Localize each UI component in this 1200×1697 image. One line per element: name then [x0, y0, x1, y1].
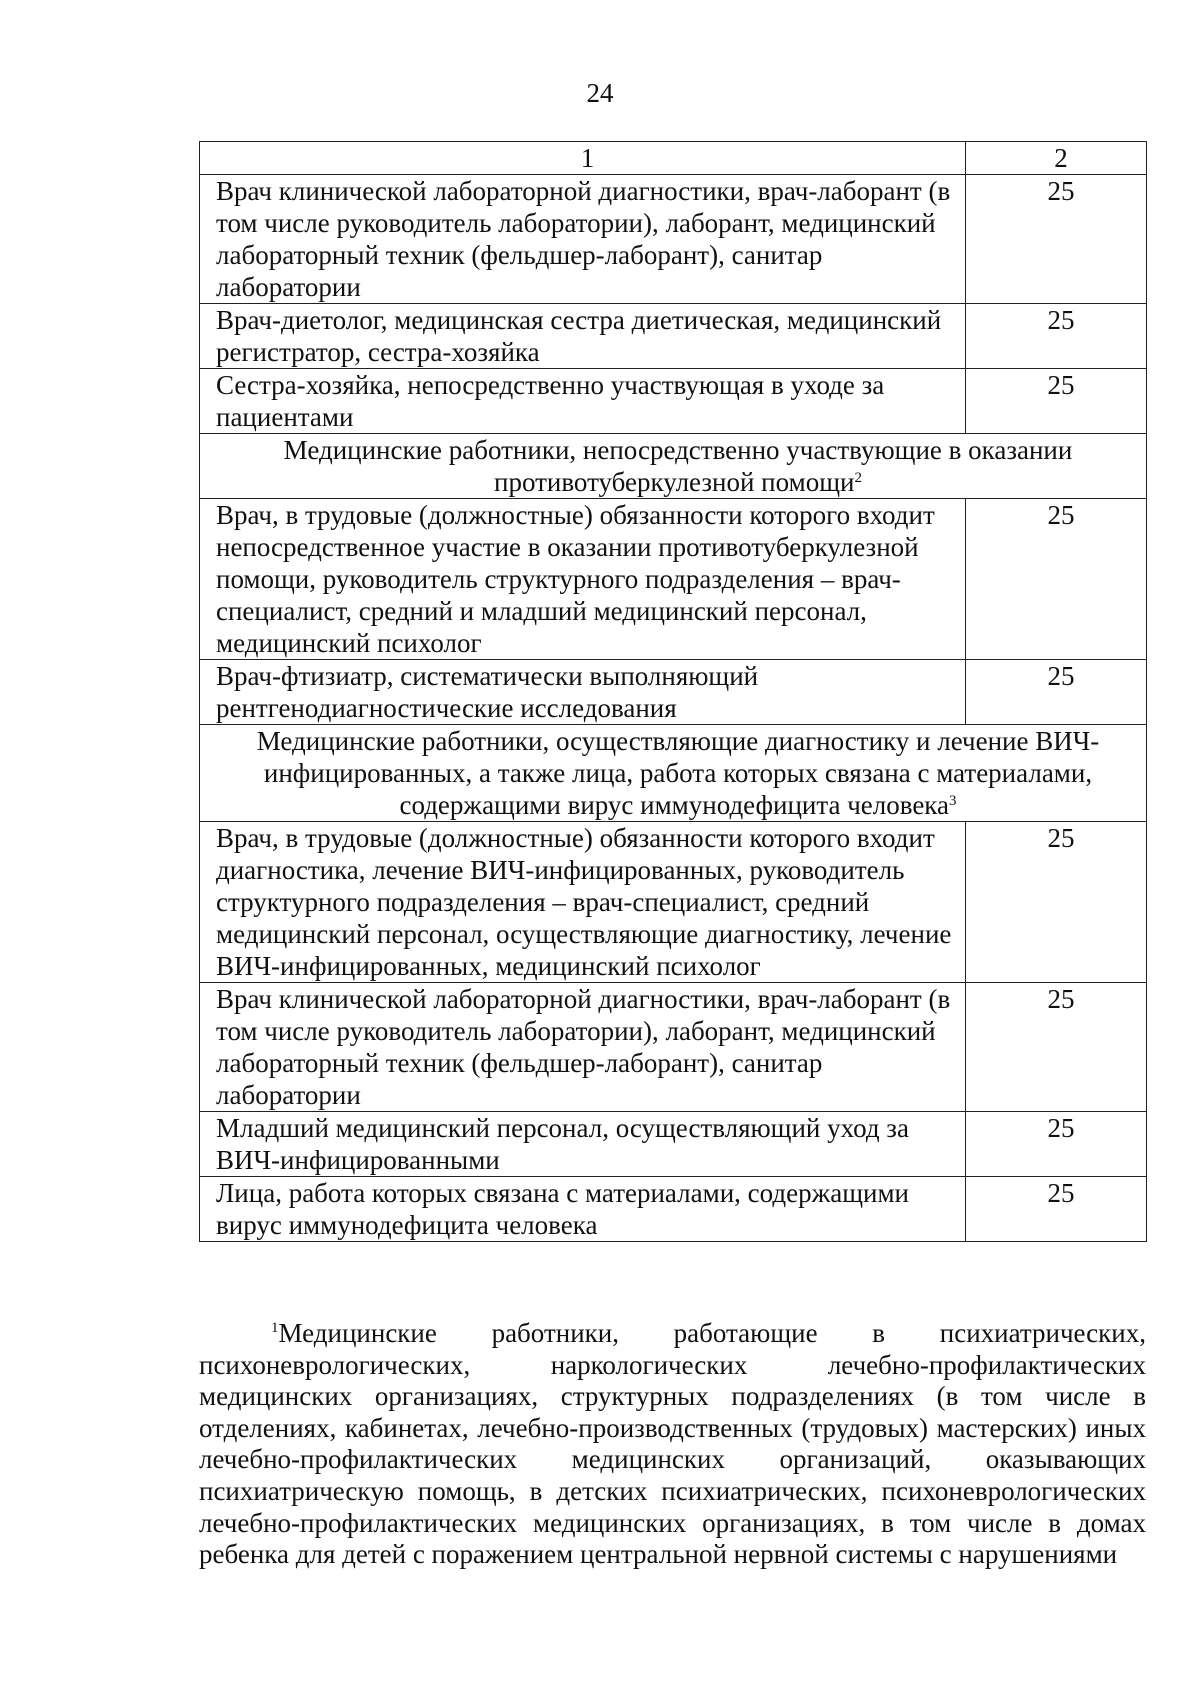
value-cell: 25	[966, 1177, 1147, 1242]
position-name-cell: Сестра-хозяйка, непосредственно участвующая в уходе за пациентами	[200, 369, 966, 434]
value-cell: 25	[966, 660, 1147, 725]
position-name-cell: Врач клинической лабораторной диагностики, врач-лаборант (в том числе руководитель лаборатории), лаборант, медицинский лабораторный техник (фельдшер-лаборант), санитар лаборатории	[200, 175, 966, 304]
table-row	[200, 499, 1147, 660]
positions-table	[199, 141, 1147, 1242]
page-number: 24	[586, 78, 614, 108]
table-row	[200, 175, 1147, 304]
value-cell: 25	[966, 983, 1147, 1112]
table-row	[200, 1112, 1147, 1177]
section-title	[200, 434, 1147, 499]
section-header-row	[200, 725, 1147, 822]
table-row	[200, 822, 1147, 983]
position-name-cell: Врач-диетолог, медицинская сестра диетическая, медицинский регистратор, сестра-хозяйка	[200, 304, 966, 369]
section-title	[200, 725, 1147, 822]
footnote-reference: 2	[854, 470, 862, 486]
position-name-cell: Врач, в трудовые (должностные) обязанности которого входит диагностика, лечение ВИЧ-инфицированных, руководитель структурного подразделения – врач-специалист, средний медицинский персонал, осуществляющие диагностику, лечение ВИЧ-инфицированных, медицинский психолог	[200, 822, 966, 983]
section-header-row	[200, 434, 1147, 499]
value-cell: 25	[966, 304, 1147, 369]
footnote-marker: 1	[271, 1320, 279, 1336]
table-row	[200, 983, 1147, 1112]
value-cell: 25	[966, 175, 1147, 304]
footnote-reference: 3	[949, 793, 957, 809]
table-body	[200, 142, 1147, 1242]
table-row	[200, 304, 1147, 369]
position-name-cell: Врач клинической лабораторной диагностики, врач-лаборант (в том числе руководитель лаборатории), лаборант, медицинский лабораторный техник (фельдшер-лаборант), санитар лаборатории	[200, 983, 966, 1112]
position-name-cell: Младший медицинский персонал, осуществляющий уход за ВИЧ-инфицированными	[200, 1112, 966, 1177]
table-header-row	[200, 142, 1147, 175]
section-title-text: Медицинские работники, осуществляющие диагностику и лечение ВИЧ-инфицированных, а также лица, работа которых связана с материалами, содержащими вирус иммунодефицита человека	[256, 726, 1100, 820]
section-title-text: Медицинские работники, непосредственно участвующие в оказании противотуберкулезной помощи	[283, 435, 1073, 497]
table-row	[200, 369, 1147, 434]
table-row	[200, 1177, 1147, 1242]
position-name-cell: Врач, в трудовые (должностные) обязанности которого входит непосредственное участие в оказании противотуберкулезной помощи, руководитель структурного подразделения – врач-специалист, средний и младший медицинский персонал, медицинский психолог	[200, 499, 966, 660]
position-name-cell: Лица, работа которых связана с материалами, содержащими вирус иммунодефицита человека	[200, 1177, 966, 1242]
value-cell: 25	[966, 499, 1147, 660]
value-cell: 25	[966, 369, 1147, 434]
value-cell: 25	[966, 822, 1147, 983]
column-header-1: 1	[200, 142, 966, 175]
table-row	[200, 660, 1147, 725]
position-name-cell: Врач-фтизиатр, систематически выполняющий рентгенодиагностические исследования	[200, 660, 966, 725]
footnote	[199, 1318, 1146, 1571]
value-cell: 25	[966, 1112, 1147, 1177]
column-header-2: 2	[966, 142, 1147, 175]
footnote-text: Медицинские работники, работающие в психиатрических, психоневрологических, наркологических лечебно-профилактических медицинских организациях, структурных подразделениях (в том числе в отделениях, кабинетах, лечебно-производственных (трудовых) мастерских) иных лечебно-профилактических медицинских организаций, оказывающих психиатрическую помощь, в детских психиатрических, психоневрологических лечебно-профилактических медицинских организациях, в том числе в домах ребенка для детей с поражением центральной нервной системы с нарушениями	[199, 1318, 1146, 1570]
